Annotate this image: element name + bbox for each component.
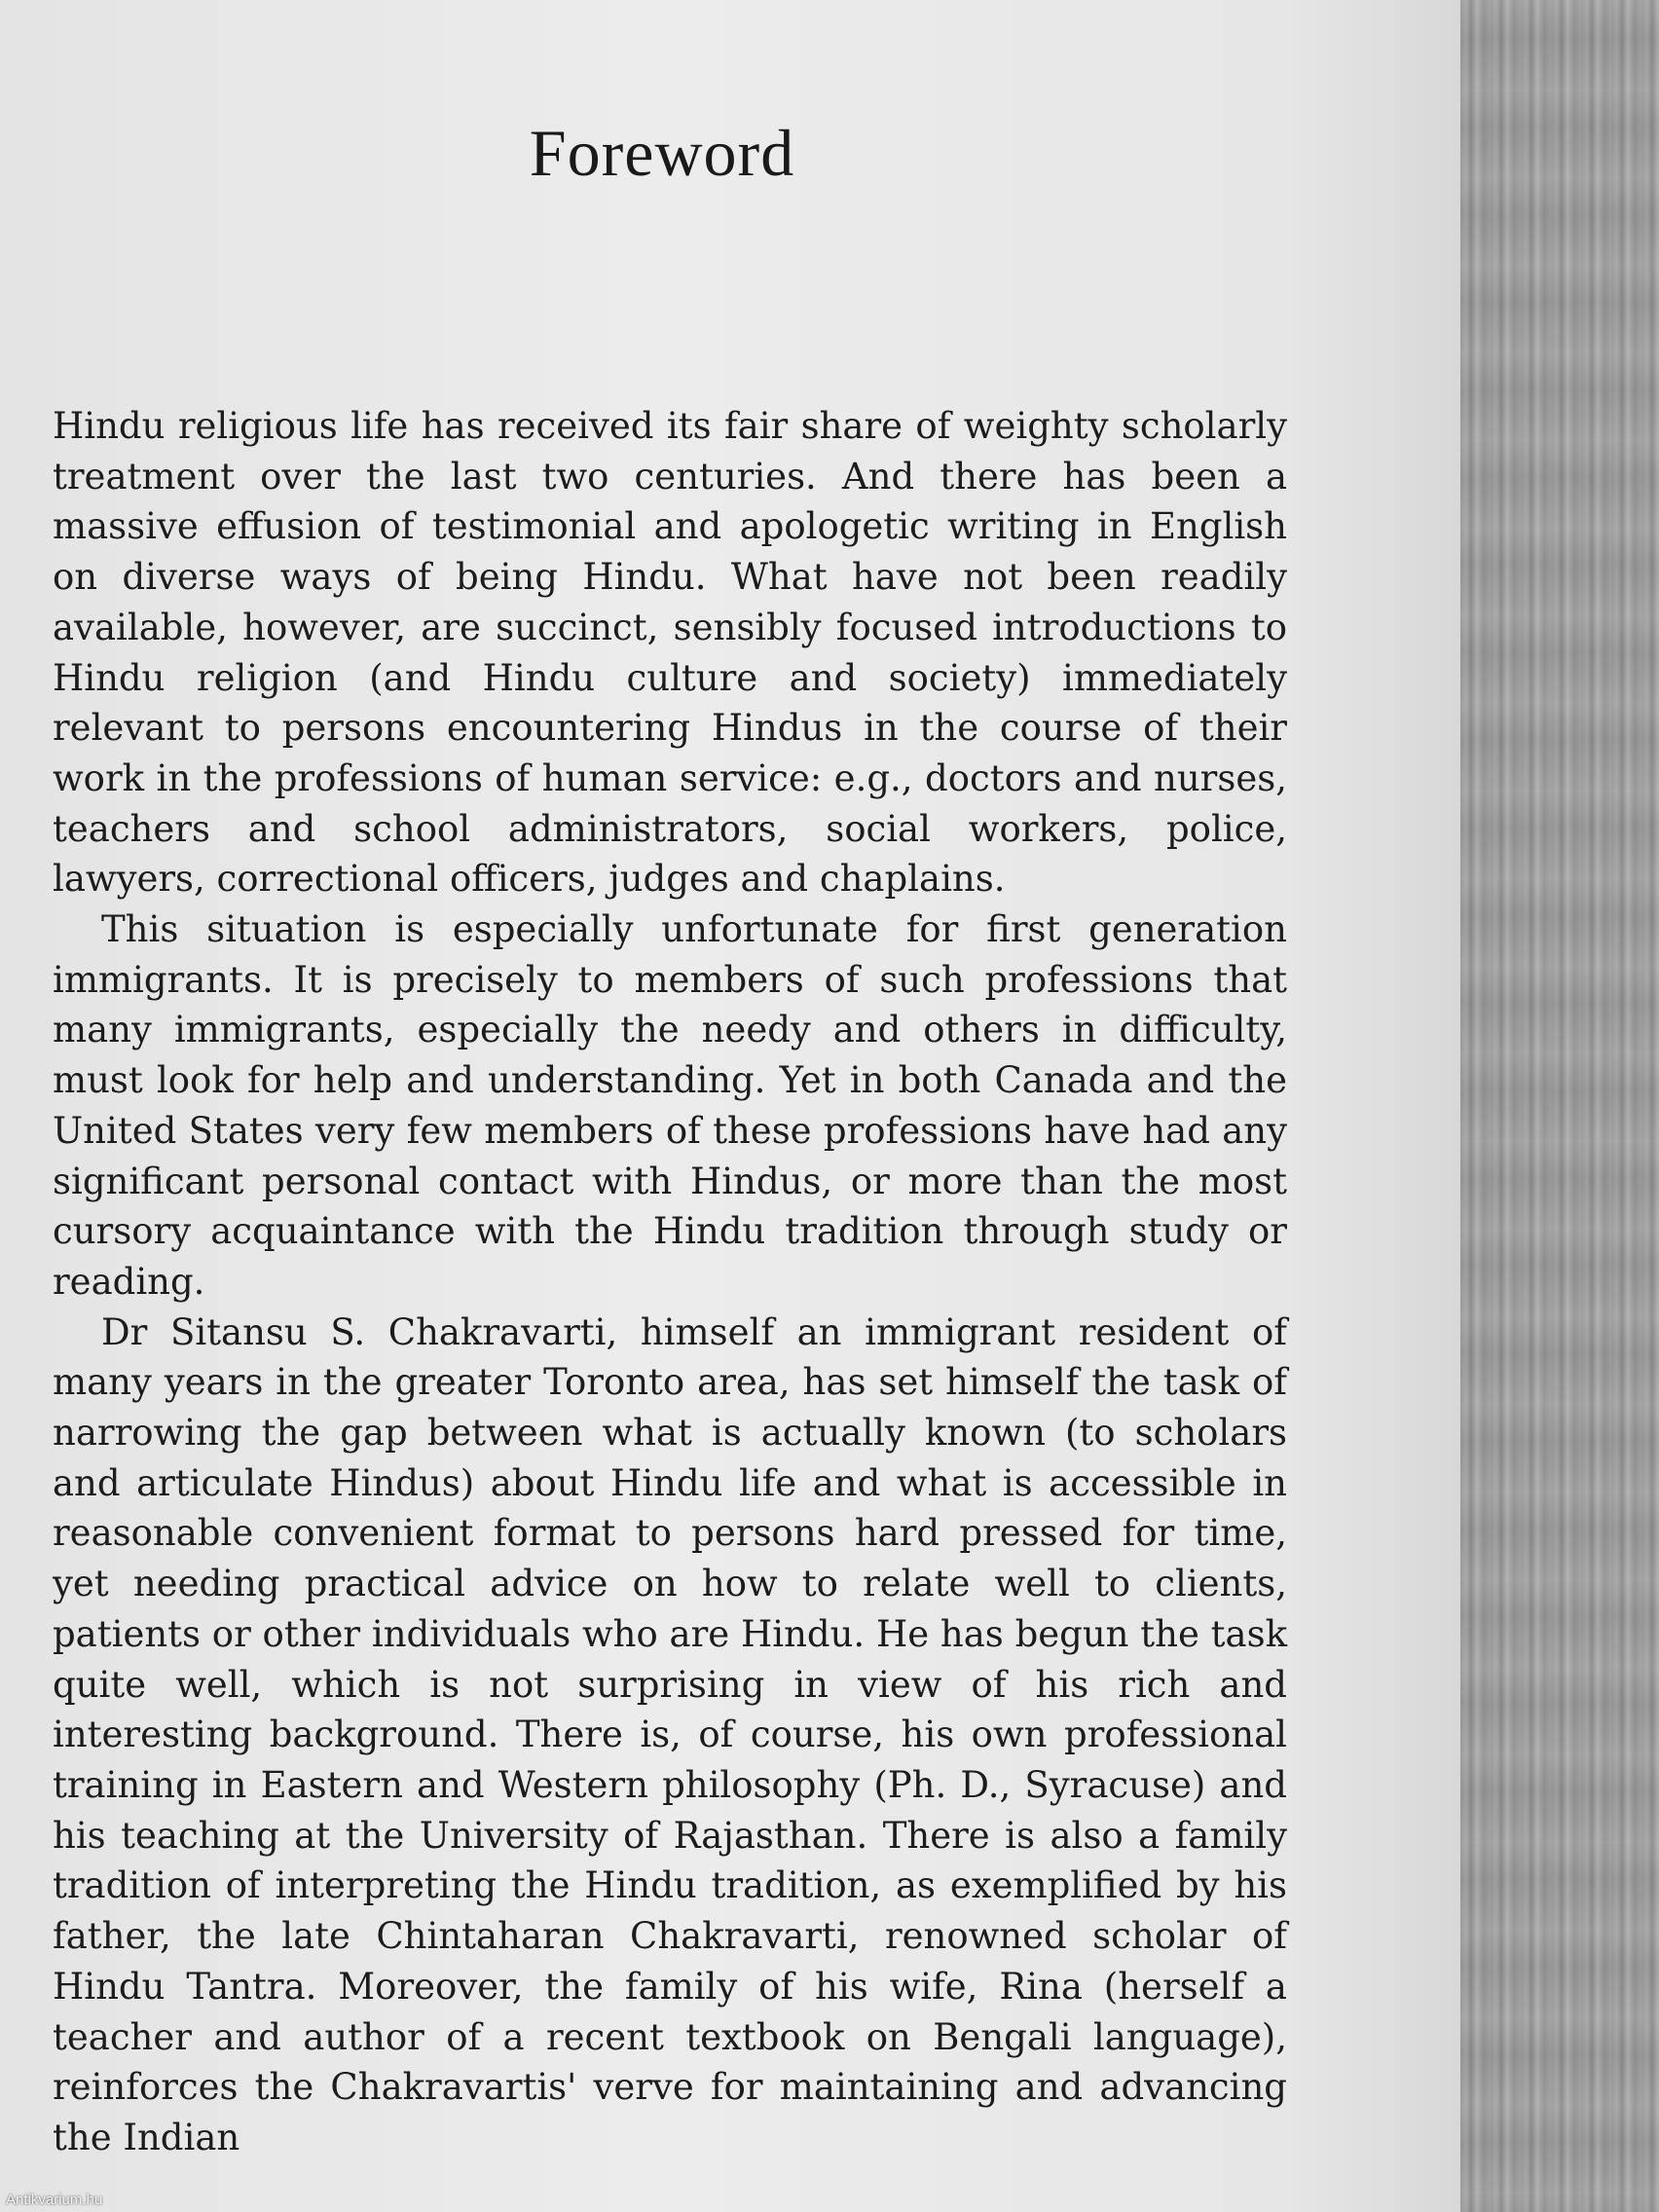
page-title: Foreword — [529, 116, 795, 190]
background-surface — [1460, 0, 1659, 2212]
paragraph-3: Dr Sitansu S. Chakravarti, himself an immigrant resident of many years in the greater Toronto area, has set himself the task of narrowing the gap between what is actually known (to scholars and articulate Hindus) about Hindu life and what is accessible in reasonable convenient format to persons hard pressed for time, yet needing practical advice on how to relate well to clients, patients or other individuals who are Hindu. He has begun the task quite well, which is not surprising in view of his rich and interesting background. There is, of course, his own professional training in Eastern and Western philosophy (Ph. D., Syracuse) and his teaching at the University of Rajasthan. There is also a family tradition of interpreting the Hindu tradition, as exemplified by his father, the late Chintaharan Chakravarti, renowned scholar of Hindu Tantra. Moreover, the family of his wife, Rina (herself a teacher and author of a recent textbook on Bengali language), reinforces the Chakravartis' verve for maintaining and advancing the Indian — [53, 1310, 1287, 2158]
paragraph-2: This situation is especially unfortunate for first generation immigrants. It is precisely to members of such professions that many immigrants, especially the needy and others in difficulty, must look for help and understanding. Yet in both Canada and the United States very few members of these professions have had any significant personal contact with Hindus, or more than the most cursory acquaintance with the Hindu tradition through study or reading. — [53, 908, 1287, 1303]
watermark: Antikvarium.hu — [6, 2192, 103, 2208]
paragraph-1: Hindu religious life has received its fair share of weighty scholarly treatment over the last two centuries. And there has been a massive effusion of testimonial and apologetic writing in English on diverse ways of being Hindu. What have not been readily available, however, are succinct, sensibly focused introductions to Hindu religion (and Hindu culture and society) immediately relevant to persons encountering Hindus in the course of their work in the professions of human service: e.g., doctors and nurses, teachers and school administrators, social workers, police, lawyers, correctional officers, judges and chaplains. — [53, 405, 1287, 901]
foreword-body — [53, 401, 1287, 2163]
